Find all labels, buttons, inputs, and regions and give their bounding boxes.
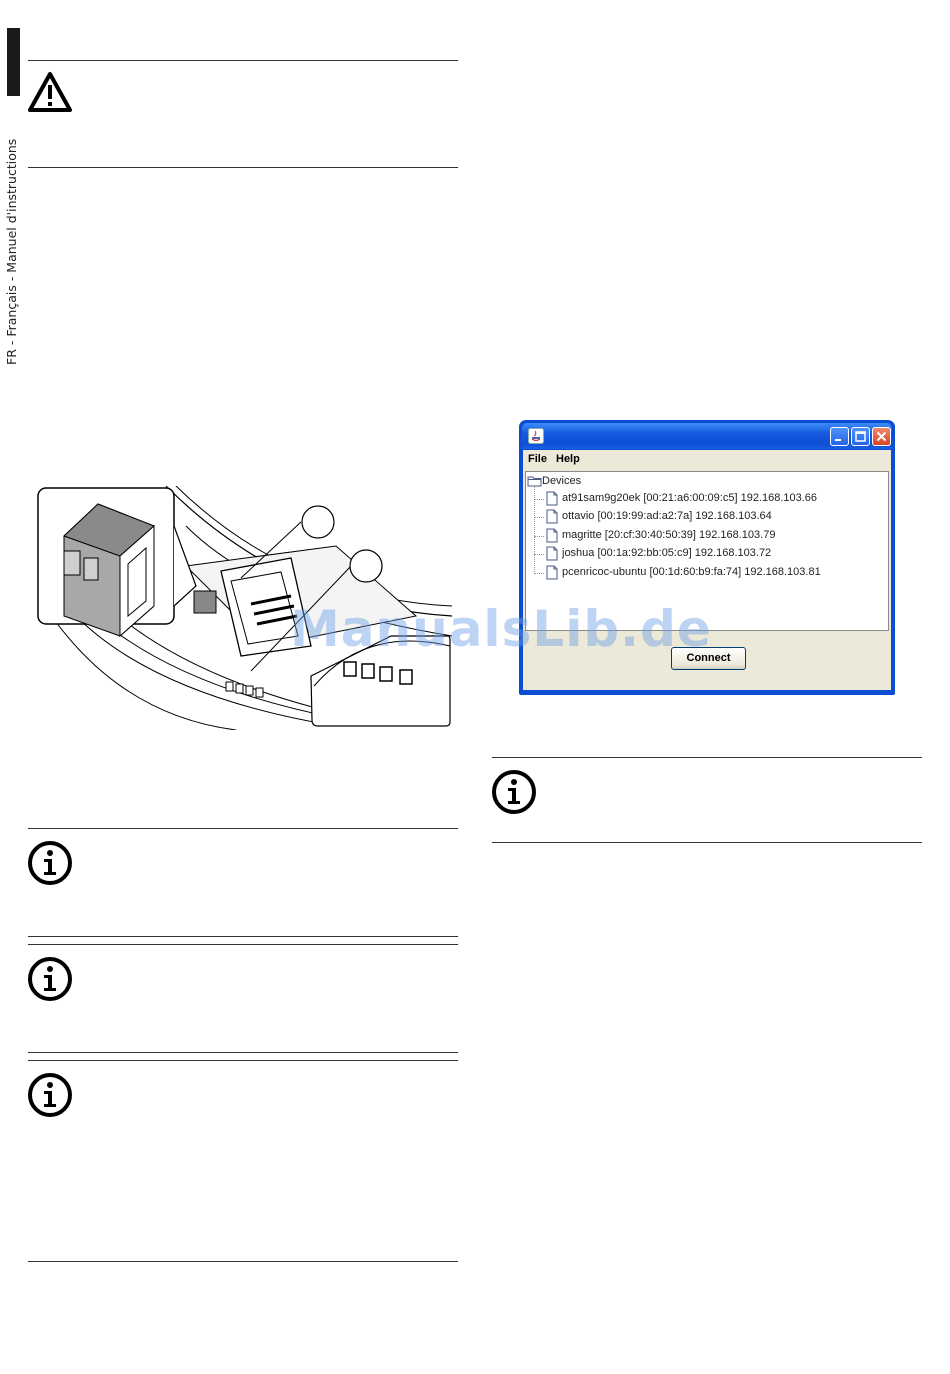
menu-help[interactable]: Help — [556, 453, 580, 465]
device-label: pcenricoc-ubuntu [00:1d:60:b9:fa:74] 192.168.103.81 — [562, 566, 821, 578]
info2-bottom-rule — [28, 1052, 458, 1053]
maximize-icon — [852, 428, 869, 445]
info1-top-rule — [28, 828, 458, 829]
device-label: at91sam9g20ek [00:21:a6:00:09:c5] 192.168.103.66 — [562, 492, 818, 504]
warning-bottom-rule — [28, 167, 458, 168]
device-label: ottavio [00:19:99:ad:a2:7a] 192.168.103.64 — [562, 510, 772, 522]
info3-bottom-rule — [28, 1261, 458, 1262]
warning-top-rule — [28, 60, 458, 61]
file-icon — [546, 509, 558, 524]
device-label: joshua [00:1a:92:bb:05:c9] 192.168.103.72 — [562, 547, 772, 559]
tree-branch — [534, 499, 544, 500]
file-icon — [546, 565, 558, 580]
info2-top-rule — [28, 944, 458, 945]
info-icon — [491, 769, 537, 815]
tree-root-devices[interactable]: Devices — [542, 475, 582, 487]
info-icon — [27, 956, 73, 1002]
callout-1 — [302, 506, 334, 538]
file-icon — [546, 546, 558, 561]
connect-button[interactable]: Connect — [671, 647, 746, 670]
info3-top-rule — [28, 1060, 458, 1061]
tree-branch — [534, 554, 544, 555]
minimize-button[interactable] — [830, 427, 849, 446]
menu-bar — [523, 450, 891, 470]
device-label: magritte [20:cf:30:40:50:39] 192.168.103.79 — [562, 529, 776, 541]
warning-icon — [27, 70, 73, 116]
file-icon — [546, 491, 558, 506]
window-titlebar — [522, 423, 892, 449]
menu-file[interactable]: File — [528, 453, 547, 465]
tree-branch — [534, 536, 544, 537]
info4-bottom-rule — [492, 842, 922, 843]
maximize-button[interactable] — [851, 427, 870, 446]
tree-branch — [534, 573, 544, 574]
info4-top-rule — [492, 757, 922, 758]
side-language-label: FR - Français - Manuel d'instructions — [4, 138, 19, 365]
java-app-icon — [528, 428, 544, 444]
close-icon — [873, 428, 890, 445]
info-icon — [27, 1072, 73, 1118]
tree-branch — [534, 517, 544, 518]
file-icon — [546, 528, 558, 543]
minimize-icon — [831, 428, 848, 445]
info-icon — [27, 840, 73, 886]
close-button[interactable] — [872, 427, 891, 446]
info1-bottom-rule — [28, 936, 458, 937]
callout-2 — [350, 550, 382, 582]
watermark: ManualsLib.de — [290, 600, 712, 658]
